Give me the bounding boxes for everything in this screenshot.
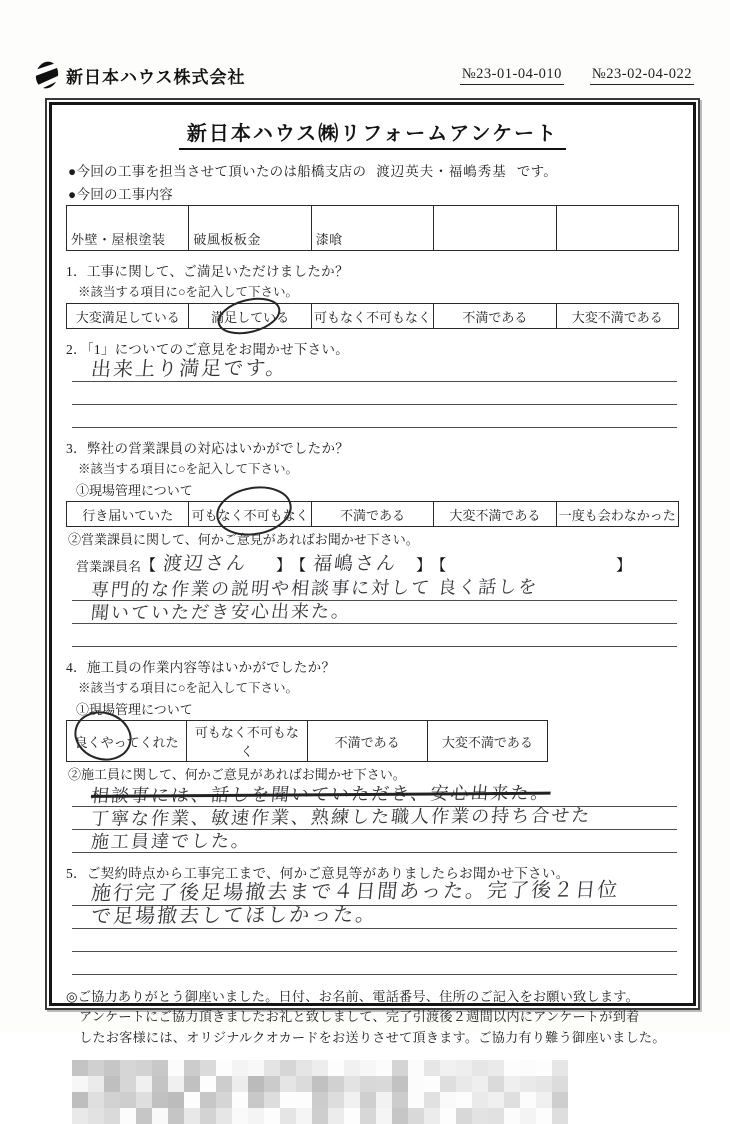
handwritten-answer: 専門的な作業の説明や相談事に対して 良く話しを <box>90 576 540 600</box>
q2-text: 2．「1」についてのご意見をお聞かせ下さい。 <box>66 342 350 357</box>
q4-option-cell: 大変不満である <box>427 721 547 762</box>
handwritten-answer: 出来上り満足です。 <box>90 357 289 381</box>
doc-number-2: №23-02-04-022 <box>590 66 694 85</box>
q5-text: 5．ご契約時点から工事完工まで、何かご意見等がありましたらお聞かせ下さい。 <box>66 866 570 881</box>
footer-line: ◎ご協力ありがとう御座いました。日付、お名前、電話番号、住所のご記入をお願い致します。 <box>66 989 639 1004</box>
handwritten-answer: で足場撤去してほしかった。 <box>90 903 379 928</box>
answer-line <box>72 930 677 952</box>
work-item-cell <box>434 206 556 251</box>
handwritten-answer <box>72 403 90 404</box>
footer-line: アンケートにご協力頂きましたお礼と致しまして、完了引渡後２週間以内にアンケートが到着 <box>79 1009 640 1025</box>
q1-option-cell: 不満である <box>434 304 556 329</box>
answer-line <box>72 383 677 405</box>
q4-options <box>66 720 548 762</box>
answer-line <box>72 357 677 382</box>
answer-line <box>72 576 677 601</box>
q3-staff-row: 営業課員名 【 渡辺さん 】 【 福嶋さん 】 【 】 <box>76 553 632 575</box>
answer-line <box>72 879 677 906</box>
work-content-label: ●今回の工事内容 <box>68 187 174 202</box>
q3-text: 3．弊社の営業課員の対応はいかがでしたか？ <box>66 441 350 456</box>
q1-option-cell: 可もなく不可もなく <box>311 304 433 329</box>
doc-number-1: №23-01-04-010 <box>460 66 564 85</box>
handwritten-answer: 施工員達でした。 <box>90 830 253 852</box>
work-item-cell <box>556 206 678 251</box>
q4-answer-lines <box>72 782 677 853</box>
redaction-mosaic <box>72 1060 568 1124</box>
handwritten-staff-name: 福嶋さん <box>312 553 399 575</box>
footer-line: したお客様には、オリジナルクオカードをお送りさせて頂きます。ご協力有り難う御座いました。 <box>79 1029 666 1045</box>
intro-prefix: ●今回の工事を担当させて頂いたのは船橋支店の <box>68 164 367 179</box>
q3-sub1-label: ①現場管理について <box>76 483 193 498</box>
company-name: 新日本ハウス株式会社 <box>66 67 246 87</box>
page-header <box>34 58 694 92</box>
q1-option-cell: 大変不満である <box>556 304 678 329</box>
handwritten-answer: 丁寧な作業、敏速作業、熟練した職人作業の持ち合せた <box>90 805 593 829</box>
q3-option-cell: 大変不満である <box>434 502 556 527</box>
company-logo-icon <box>34 60 60 90</box>
form-frame <box>45 98 700 1045</box>
q4-text: 4．施工員の作業内容等はいかがでしたか？ <box>66 660 336 675</box>
intro-line <box>68 160 677 180</box>
q4-note: ※該当する項目に○を記入して下さい。 <box>78 681 299 695</box>
q2-answer-lines <box>72 357 677 428</box>
answer-line <box>72 406 677 428</box>
q3-answer-lines <box>72 576 677 647</box>
answer-line <box>72 805 677 830</box>
answer-line <box>72 953 677 975</box>
document-numbers <box>460 66 694 85</box>
handwritten-answer-struck: 相談事には、話しを聞いていただき、安心出来た。 <box>90 782 552 806</box>
q4-option-cell: 良くやってくれた <box>67 721 187 762</box>
work-item-cell: 外壁・屋根塗装 <box>67 206 189 251</box>
intro-staff-names: 渡辺英夫・福嶋秀基 <box>376 164 507 179</box>
q3-option-cell: 一度も会わなかった <box>556 502 678 527</box>
answer-line <box>72 602 677 624</box>
answer-line <box>72 625 677 647</box>
q3-note: ※該当する項目に○を記入して下さい。 <box>78 462 299 476</box>
handwritten-answer <box>72 950 90 951</box>
q4-sub1-label: ①現場管理について <box>76 702 193 717</box>
q3-option-cell: 不満である <box>311 502 433 527</box>
handwritten-answer <box>72 426 90 427</box>
q1-option-cell: 大変満足している <box>67 304 189 329</box>
handwritten-staff-name <box>446 573 616 575</box>
handwritten-answer <box>72 645 90 646</box>
footer-note <box>66 987 679 1048</box>
handwritten-answer: 施行完了後足場撤去まで４日間あった。完了後２日位 <box>90 879 621 905</box>
handwritten-answer <box>72 973 90 974</box>
q3-sub2-label: ②営業課員に関して、何かご意見があればお聞かせ下さい。 <box>68 532 419 547</box>
answer-line <box>72 903 677 929</box>
handwritten-staff-name: 渡辺さん <box>162 553 249 575</box>
handwritten-answer: 聞いていただき安心出来た。 <box>90 601 353 623</box>
q3-options <box>66 501 679 527</box>
work-item-cell: 漆喰 <box>311 206 433 251</box>
q1-options <box>66 303 679 329</box>
q3-option-cell: 可もなく不可もなく <box>189 502 311 527</box>
q3-option-cell: 行き届いていた <box>67 502 189 527</box>
q1-option-cell: 満足している <box>189 304 311 329</box>
q4-option-cell: 可もなく不可もなく <box>187 721 307 762</box>
work-item-cell: 破風板板金 <box>189 206 311 251</box>
answer-line <box>72 782 677 807</box>
q1-note: ※該当する項目に○を記入して下さい。 <box>78 285 299 299</box>
work-content-table <box>66 205 679 251</box>
form-title: 新日本ハウス㈱リフォームアンケート <box>179 117 566 150</box>
q1-text: 1．工事に関して、ご満足いただけましたか？ <box>66 264 349 279</box>
q4-option-cell: 不満である <box>307 721 427 762</box>
answer-line <box>72 831 677 853</box>
staff-label: 営業課員名 <box>76 559 142 574</box>
q4-sub2-label: ②施工員に関して、何かご意見があればお聞かせ下さい。 <box>68 767 406 782</box>
intro-suffix: です。 <box>516 164 558 179</box>
q5-answer-lines <box>72 879 677 975</box>
